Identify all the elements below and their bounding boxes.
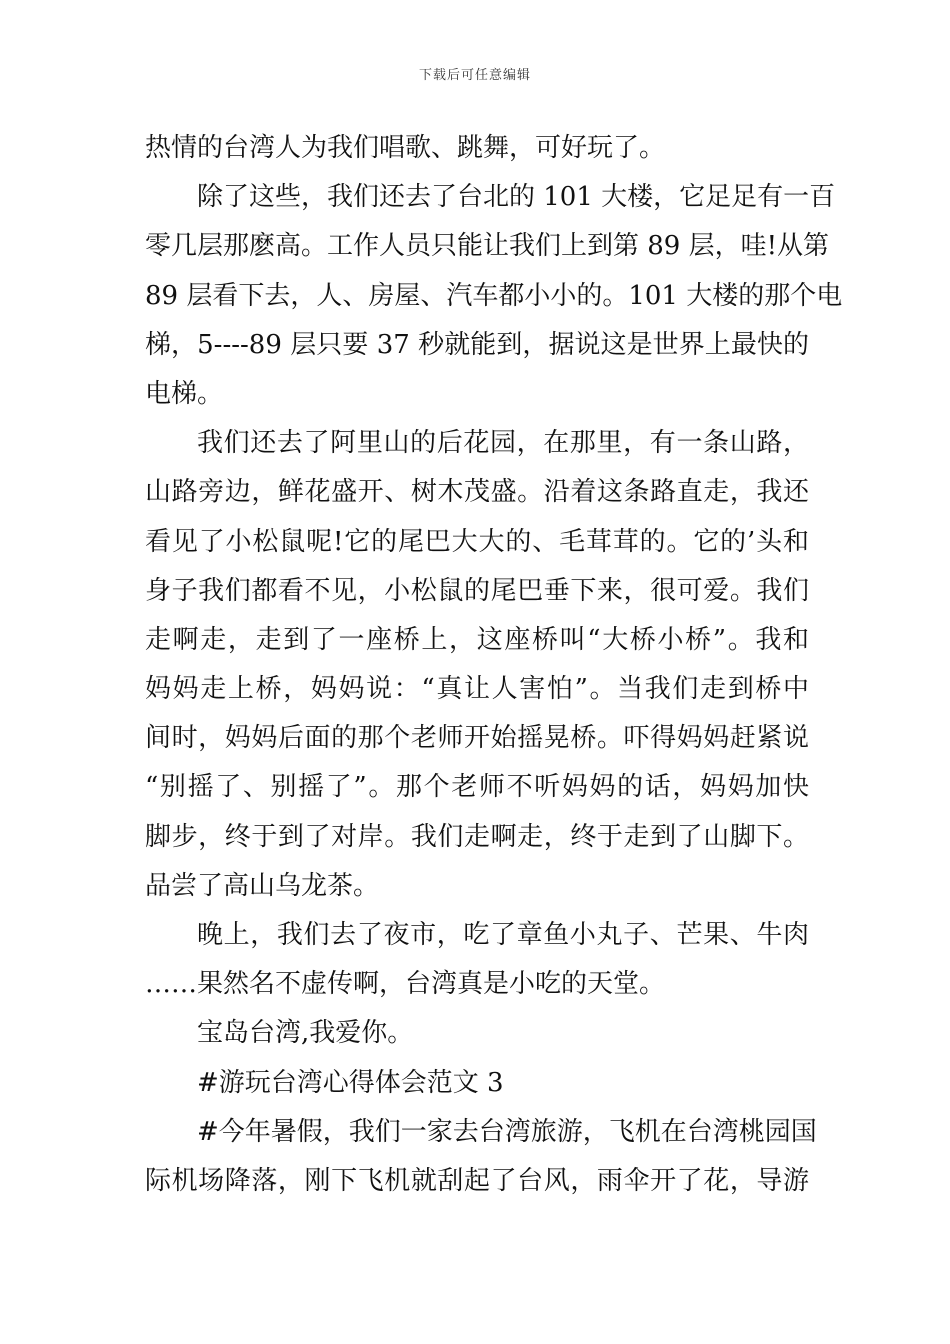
text-line: 间时，妈妈后面的那个老师开始摇晃桥。吓得妈妈赶紧说	[145, 723, 809, 754]
page-header: 下载后可任意编辑	[418, 68, 531, 83]
text-line: 梯，5----89 层只要 37 秒就能到，据说这是世界上最快的	[145, 329, 809, 360]
text-line: 除了这些，我们还去了台北的 101 大楼，它足足有一百	[197, 182, 836, 213]
text-line: 零几层那麽高。工作人员只能让我们上到第 89 层，哇!从第	[145, 231, 830, 262]
text-line: 脚步，终于到了对岸。我们走啊走，终于走到了山脚下。	[145, 821, 809, 852]
document-body	[145, 124, 843, 1206]
text-line: #今年暑假，我们一家去台湾旅游，飞机在台湾桃园国	[197, 1116, 817, 1147]
text-line: ……果然名不虚传啊，台湾真是小吃的天堂。	[145, 969, 666, 1000]
text-line: 电梯。	[145, 378, 224, 409]
text-line: 妈妈走上桥，妈妈说：“真让人害怕”。当我们走到桥中	[145, 674, 809, 705]
text-line: 际机场降落，刚下飞机就刮起了台风，雨伞开了花，导游	[145, 1165, 809, 1196]
text-line: 看见了小松鼠呢!它的尾巴大大的、毛茸茸的。它的’头和	[145, 526, 809, 557]
text-line: 品尝了高山乌龙茶。	[145, 870, 380, 901]
text-line: “别摇了、别摇了”。那个老师不听妈妈的话，妈妈加快	[145, 772, 809, 803]
text-line: 我们还去了阿里山的后花园，在那里，有一条山路，	[197, 428, 809, 459]
text-line: 身子我们都看不见，小松鼠的尾巴垂下来，很可爱。我们	[145, 575, 809, 606]
text-line: 89 层看下去，人、房屋、汽车都小小的。101 大楼的那个电	[145, 280, 843, 311]
text-line: 山路旁边，鲜花盛开、树木茂盛。沿着这条路直走，我还	[145, 477, 809, 508]
text-line: 晚上，我们去了夜市，吃了章鱼小丸子、芒果、牛肉	[197, 920, 809, 950]
text-line: #游玩台湾心得体会范文 3	[197, 1067, 504, 1098]
text-line: 热情的台湾人为我们唱歌、跳舞，可好玩了。	[145, 133, 666, 163]
text-line: 走啊走，走到了一座桥上，这座桥叫“大桥小桥”。我和	[145, 624, 809, 655]
text-line: 宝岛台湾,我爱你。	[197, 1018, 414, 1049]
